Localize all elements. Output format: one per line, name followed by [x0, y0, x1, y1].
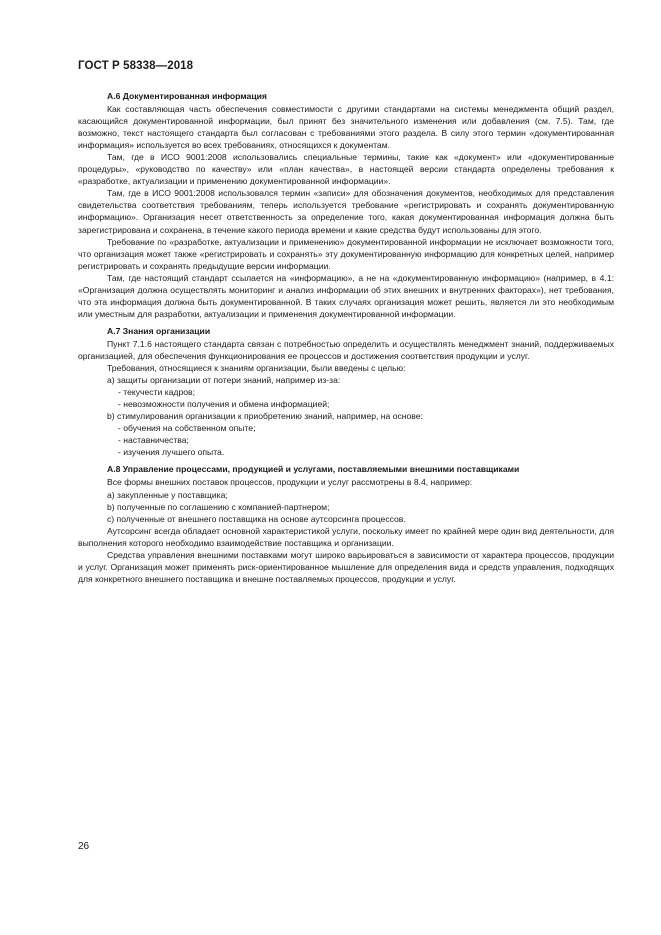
page-number: 26 [78, 841, 90, 852]
section-title: А.7 Знания организации [107, 325, 211, 336]
paragraph: Там, где настоящий стандарт ссылается на «информацию», а не на «документированную информацию» (например, в 4.1: «Организация должна осуществлять мониторинг и анализ информации об этих внешних и внутренних факторах»), нет требования, что эта информация должна быть документированной. В таких случаях организация может решить, является ли это необходимым или уместным для разработки, актуализации и применения документированной информации. [78, 272, 614, 319]
paragraph: Требования, относящиеся к знаниям организации, были введены с целью: [107, 363, 406, 374]
paragraph: Пункт 7.1.6 настоящего стандарта связан с потребностью определить и осуществлять менеджмент знаний, поддерживаемых организацией, для обеспечения функционирования ее процессов и достижения соответствия продукции и услуг. [78, 338, 614, 361]
sub-list-item: - изучения лучшего опыта. [118, 447, 225, 458]
paragraph: Там, где в ИСО 9001:2008 использовались специальные термины, такие как «документ» или «документированные процедуры», «руководство по качеству» или «план качества», в настоящей версии стандарта определены требования к «разработке, актуализации и применению документированной информации». [78, 152, 614, 187]
sub-list-item: - невозможности получения и обмена информацией; [118, 399, 330, 410]
paragraph: Там, где в ИСО 9001:2008 использовался термин «записи» для обозначения документов, необходимых для представления свидетельства соответствия требованиям, теперь используется требование «регистрировать и сохранять документированную информацию». Организация несет ответственность за определение того, какая документированная информация должна быть зарегистрирована и сохранена, в течение какого периода времени и какие средства будут использованы для этого. [78, 188, 614, 235]
section-title: А.8 Управление процессами, продукцией и услугами, поставляемыми внешними поставщиками [107, 464, 520, 475]
sub-list-item: - текучести кадров; [118, 387, 195, 398]
list-item: b) полученные по соглашению с компанией-партнером; [107, 501, 330, 512]
paragraph: Все формы внешних поставок процессов, продукции и услуг рассмотрены в 8.4, например: [107, 477, 473, 488]
list-item: b) стимулирования организации к приобретению знаний, например, на основе: [107, 411, 423, 422]
sub-list-item: - наставничества; [118, 435, 189, 446]
paragraph: Требование по «разработке, актуализации и применению» документированной информации не исключает возможности того, что организация может также «регистрировать и сохранять» эту документированную информацию для конкретных целей, например регистрировать и сохранять предыдущие версии информации. [78, 236, 614, 271]
list-item: a) закупленные у поставщика; [107, 489, 228, 500]
paragraph: Аутсорсинг всегда обладает основной характеристикой услуги, поскольку имеет по крайней мере один вид деятельности, для выполнения которого необходимо взаимодействие поставщика и организации. [78, 525, 614, 548]
list-item: a) защиты организации от потери знаний, например из-за: [107, 375, 341, 386]
paragraph: Как составляющая часть обеспечения совместимости с другими стандартами на системы менеджмента общий раздел, касающийся документированной информации, был принят без значительного изменения или добавления (см. 7.5). Там, где возможно, текст настоящего стандарта был согласован с требованиями этого раздела. В силу этого термин «документированная информация» используется во всех требованиях, относящихся к документам. [78, 104, 614, 151]
document-header: ГОСТ Р 58338—2018 [78, 60, 194, 72]
document-body [78, 90, 614, 585]
list-item: c) полученные от внешнего поставщика на основе аутсорсинга процессов. [107, 513, 406, 524]
section-title: А.6 Документированная информация [107, 91, 267, 101]
paragraph: Средства управления внешними поставками могут широко варьироваться в зависимости от характера процессов, продукции и услуг. Организация может применять риск-ориентированное мышление для определения вида и средств управления, подходящих для конкретного внешнего поставщика и внешне поставляемых процессов, продукции и услуг. [78, 549, 614, 584]
sub-list-item: - обучения на собственном опыте; [118, 423, 256, 434]
